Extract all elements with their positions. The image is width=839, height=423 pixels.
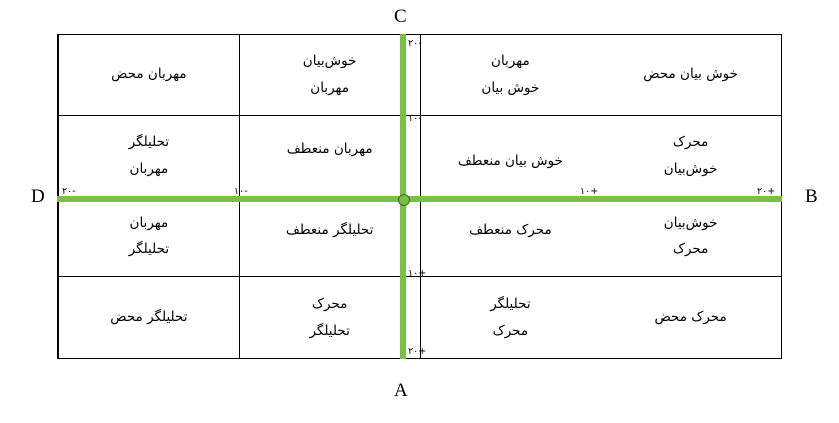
cell-text: خوش‌بیان [663,214,718,231]
tick-vertical-plus10: +۱۰ [408,268,427,279]
origin-marker [398,194,410,206]
cell-text: مهربان [491,53,530,69]
grid-cell-r1c1 [600,35,781,116]
horizontal-axis [57,196,782,202]
cell-text: مهربان محض [111,66,187,83]
tick-vertical-plus20: +۲۰ [408,346,427,357]
grid-cell-r3c2 [420,197,601,278]
cell-text: مهربان منعطف [286,141,373,158]
grid-cell-r2c3 [239,116,420,197]
tick-horizontal-plus10: +۱۰ [580,186,599,197]
cell-text: محرک [672,133,709,150]
axis-endpoint-c: C [394,6,407,27]
tick-vertical-minus10: -۱۰ [408,113,422,124]
grid-cell-r1c2 [420,35,601,116]
axis-endpoint-a: A [394,380,408,401]
grid-cell-r4c4 [58,277,239,358]
cell-text: مهربان [129,160,169,177]
cell-text: خوش بیان منعطف [457,153,563,170]
cell-text: خوش‌بیان [302,53,357,69]
cell-text: تحلیلگر محض [110,309,188,326]
axis-endpoint-b: B [805,186,818,207]
cell-text: محرک منعطف [469,221,552,238]
tick-horizontal-plus20: +۲۰ [757,186,776,197]
grid-cell-r1c4 [58,35,239,116]
grid-cell-r4c2 [420,277,601,358]
cell-text: تحلیلگر [309,322,350,339]
cell-text: خوش بیان [481,79,540,96]
tick-horizontal-minus20: -۲۰ [62,186,76,197]
cell-text: تحلیلگر منعطف [285,221,374,238]
cell-text: تحلیلگر [128,133,170,150]
grid-cell-r1c3 [239,35,420,116]
grid-cell-r4c1 [600,277,781,358]
grid-cell-r4c3 [239,277,420,358]
grid-cell-r3c1 [600,197,781,278]
tick-horizontal-minus10: -۱۰ [234,186,248,197]
cell-text: مهربان [310,79,349,96]
grid-cell-r2c2 [420,116,601,197]
grid-cell-r3c3 [239,197,420,278]
cell-text: محرک [492,322,529,339]
grid-cell-r3c4 [58,197,239,278]
cell-text: محرک [672,241,709,258]
cell-text: تحلیلگر [128,241,170,258]
grid-cell-r2c4 [58,116,239,197]
cell-text: خوش بیان محض [643,66,738,83]
tick-vertical-minus20: -۲۰ [408,38,422,49]
cell-text: تحلیلگر [490,295,531,312]
axis-endpoint-d: D [31,186,45,207]
cell-text: محرک محض [654,309,727,326]
cell-text: محرک [311,295,348,312]
grid-cell-r2c1 [600,116,781,197]
cell-text: خوش‌بیان [663,160,718,177]
cell-text: مهربان [129,214,169,231]
